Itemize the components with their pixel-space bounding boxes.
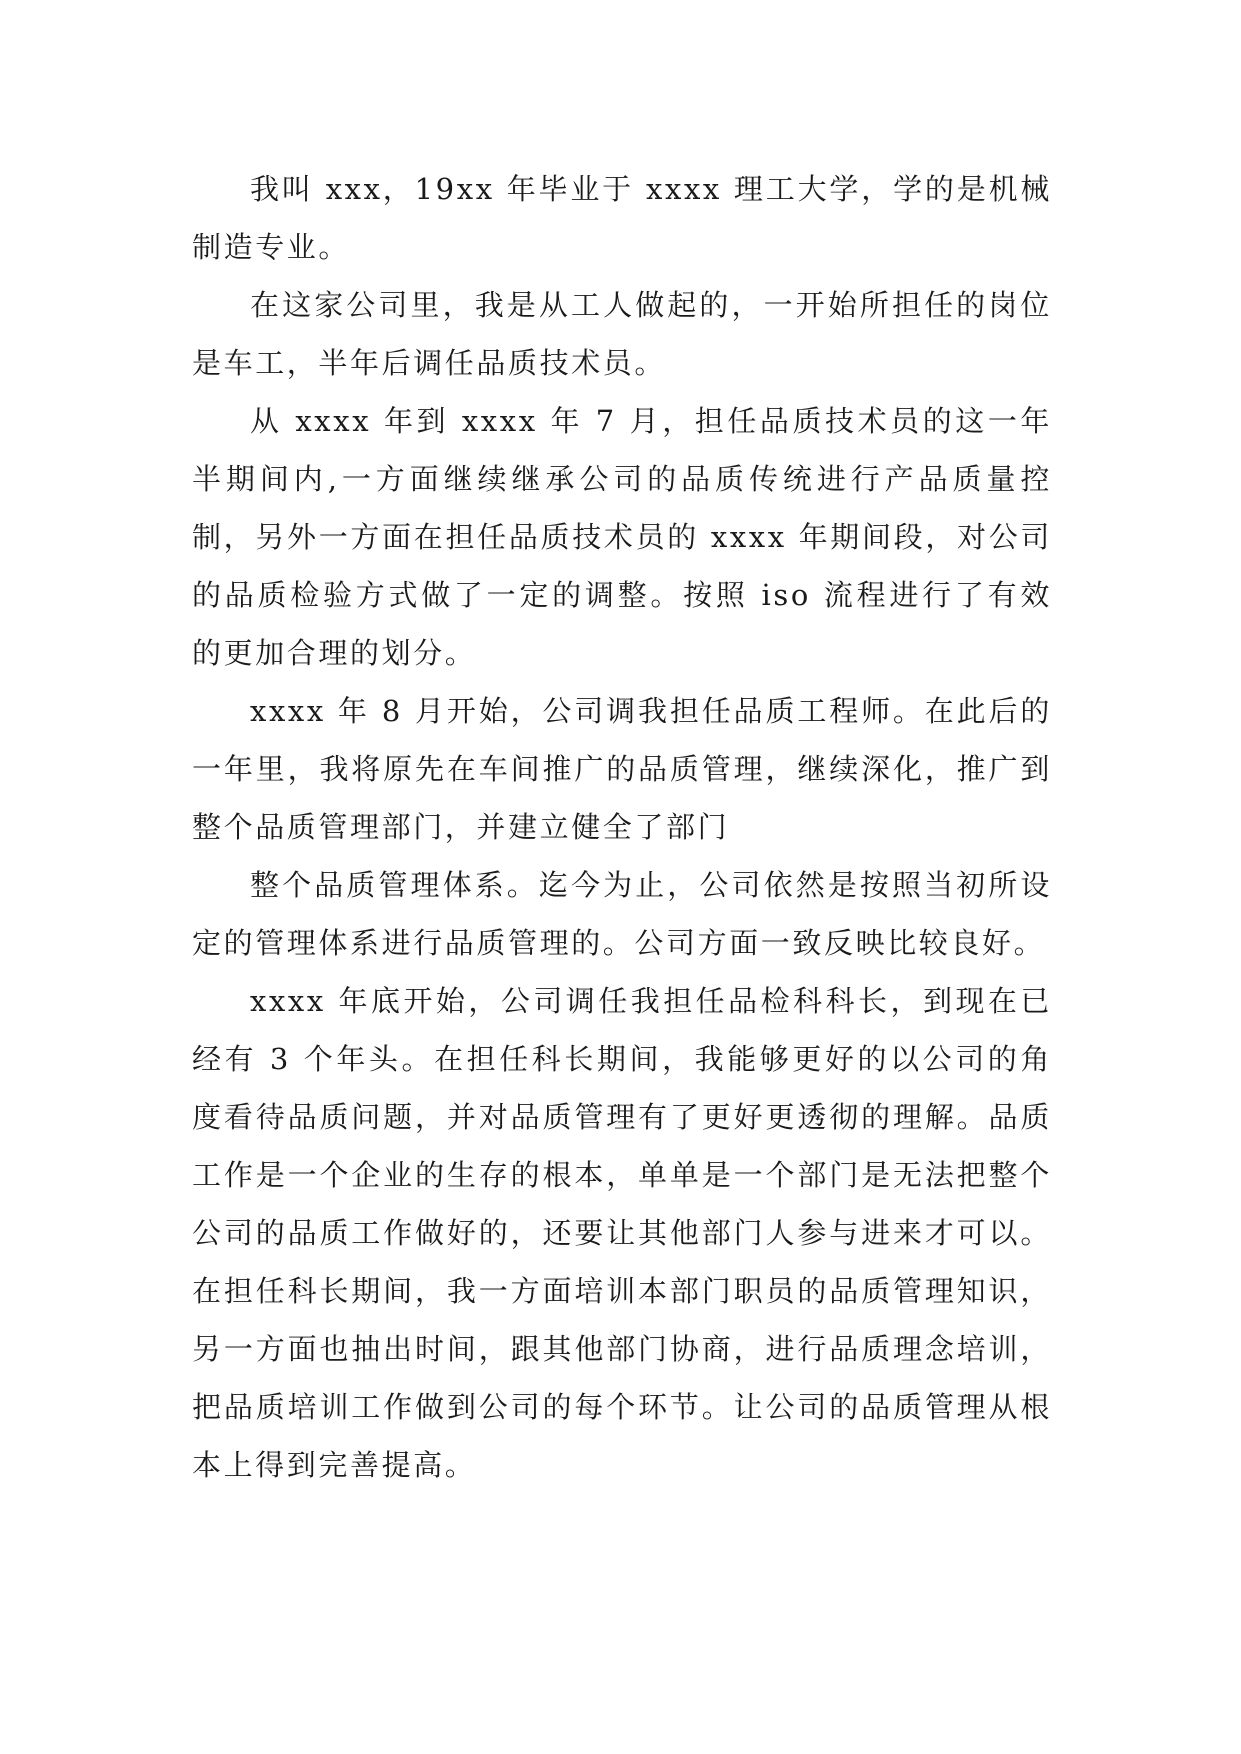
paragraph-management-system: 整个品质管理体系。迄今为止，公司依然是按照当初所设定的管理体系进行品质管理的。公司方面一致反映比较良好。 [192, 868, 1052, 960]
paragraph-first-position: 在这家公司里，我是从工人做起的，一开始所担任的岗位是车工，半年后调任品质技术员。 [192, 288, 1052, 380]
paragraph-section-chief: xxxx 年底开始，公司调任我担任品检科科长，到现在已经有 3 个年头。在担任科长期间，我能够更好的以公司的角度看待品质问题，并对品质管理有了更好更透彻的理解。品质工作是一个企业的生存的根本，单单是一个部门是无法把整个公司的品质工作做好的，还要让其他部门人参与进来才可以。在担任科长期间，我一方面培训本部门职员的品质管理知识，另一方面也抽出时间，跟其他部门协商，进行品质理念培训，把品质培训工作做到公司的每个环节。让公司的品质管理从根本上得到完善提高。 [192, 984, 1052, 1482]
paragraph-quality-engineer: xxxx 年 8 月开始，公司调我担任品质工程师。在此后的一年里，我将原先在车间推广的品质管理，继续深化，推广到整个品质管理部门，并建立健全了部门 [192, 694, 1052, 844]
paragraph-quality-technician: 从 xxxx 年到 xxxx 年 7 月，担任品质技术员的这一年半期间内,一方面继续继承公司的品质传统进行产品质量控制，另外一方面在担任品质技术员的 xxxx 年期间段，对公司的品质检验方式做了一定的调整。按照 iso 流程进行了有效的更加合理的划分。 [192, 404, 1052, 670]
document-body [192, 160, 1052, 1494]
paragraph-education: 我叫 xxx，19xx 年毕业于 xxxx 理工大学，学的是机械制造专业。 [192, 172, 1052, 264]
